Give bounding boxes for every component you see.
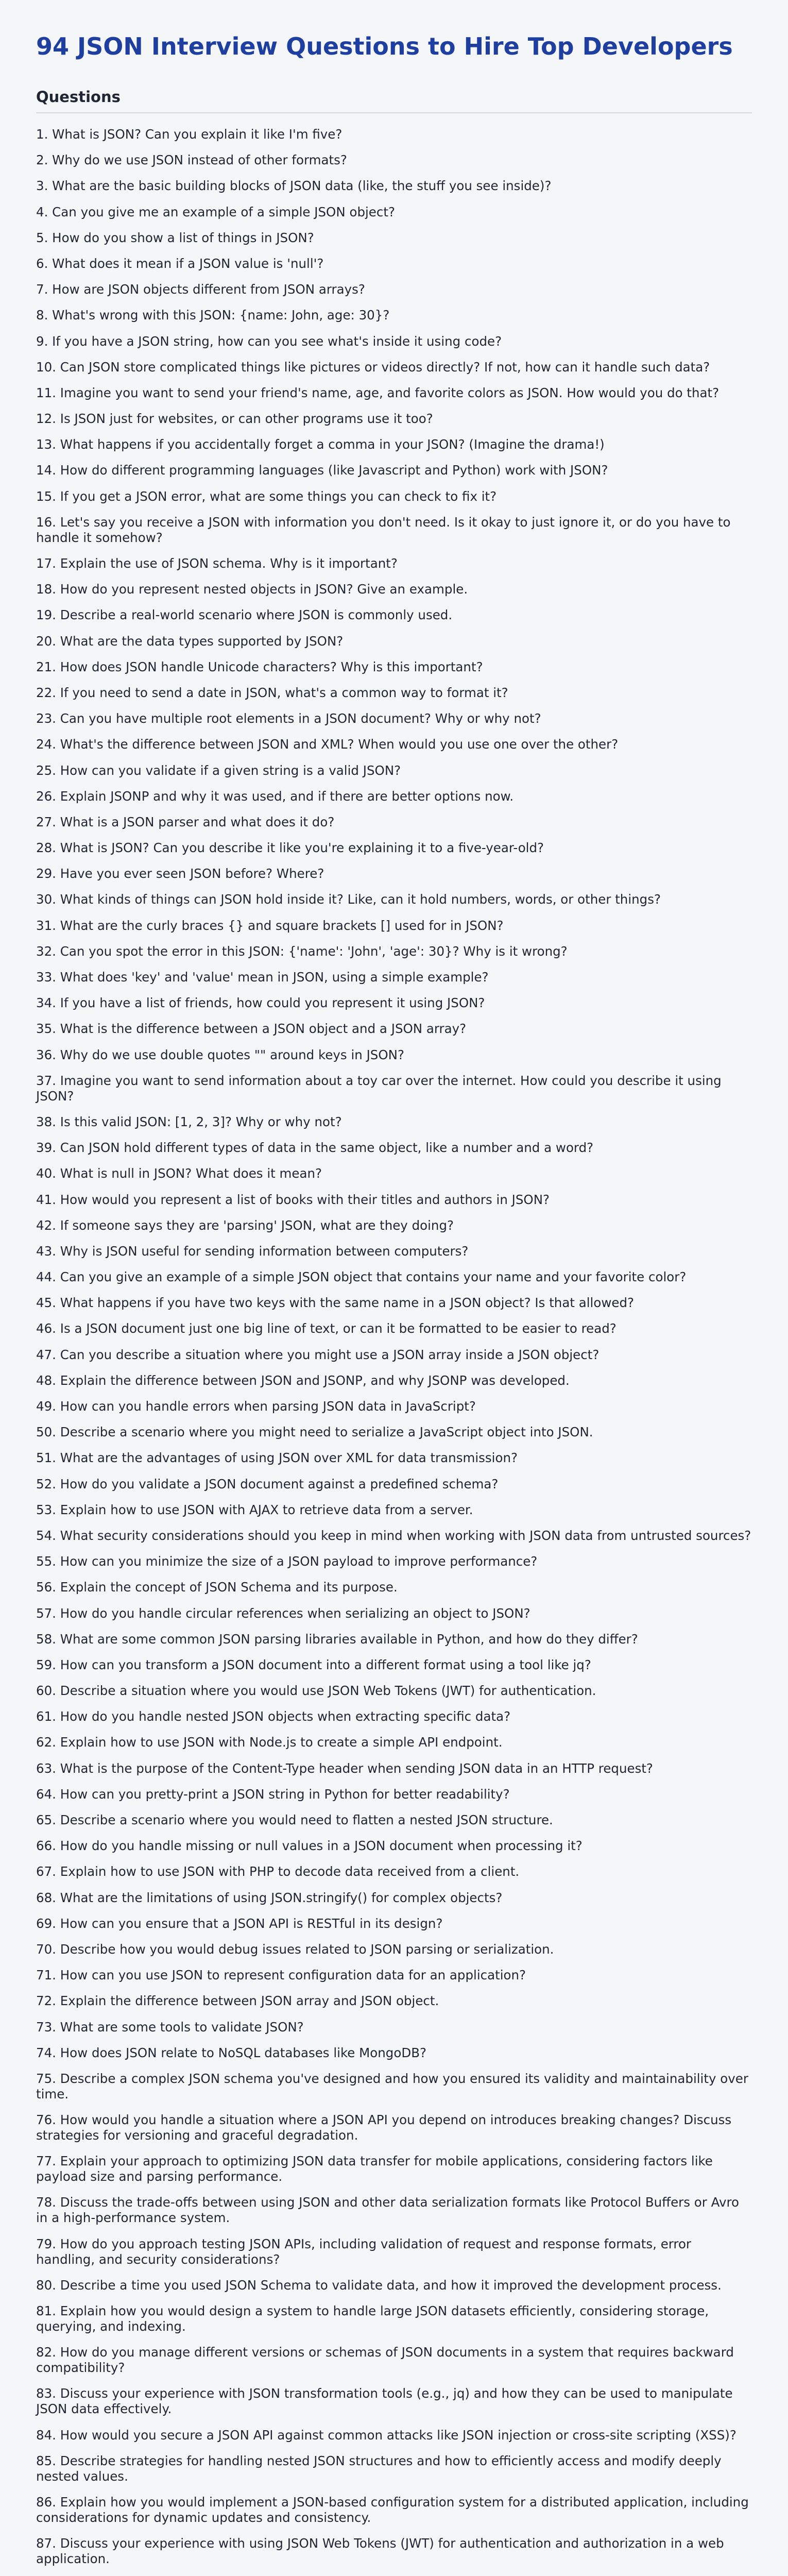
question-item: 69. How can you ensure that a JSON API is RESTful in its design? [36, 1916, 443, 1931]
question-item: 14. How do different programming languages (like Javascript and Python) work with JSON? [36, 463, 608, 478]
page-title: 94 JSON Interview Questions to Hire Top Developers [36, 32, 733, 60]
question-item: 21. How does JSON handle Unicode characters? Why is this important? [36, 659, 483, 674]
question-item: 33. What does 'key' and 'value' mean in JSON, using a simple example? [36, 970, 489, 985]
question-item: 63. What is the purpose of the Content-Type header when sending JSON data in an HTTP request? [36, 1760, 653, 1776]
question-item: 57. How do you handle circular references when serializing an object to JSON? [36, 1605, 530, 1621]
question-item: 42. If someone says they are 'parsing' JSON, what are they doing? [36, 1217, 454, 1233]
question-item: 8. What's wrong with this JSON: {name: John, age: 30}? [36, 308, 390, 323]
question-item: 48. Explain the difference between JSON and JSONP, and why JSONP was developed. [36, 1372, 570, 1388]
question-item: 40. What is null in JSON? What does it mean? [36, 1166, 322, 1181]
question-item: 79. How do you approach testing JSON APIs, including validation of request and response formats, error handling, and security considerations? [36, 2236, 692, 2267]
question-item: 13. What happens if you accidentally forget a comma in your JSON? (Imagine the drama!) [36, 437, 605, 452]
question-item: 36. Why do we use double quotes "" around keys in JSON? [36, 1047, 404, 1062]
question-item: 59. How can you transform a JSON document into a different format using a tool like jq? [36, 1657, 591, 1672]
question-item: 1. What is JSON? Can you explain it like I'm five? [36, 127, 342, 142]
question-item: 80. Describe a time you used JSON Schema to validate data, and how it improved the development process. [36, 2277, 722, 2293]
question-item: 41. How would you represent a list of books with their titles and authors in JSON? [36, 1192, 550, 1207]
question-item: 55. How can you minimize the size of a JSON payload to improve performance? [36, 1554, 538, 1569]
question-item: 71. How can you use JSON to represent configuration data for an application? [36, 1968, 526, 1983]
question-item: 18. How do you represent nested objects in JSON? Give an example. [36, 582, 468, 597]
question-item: 61. How do you handle nested JSON objects when extracting specific data? [36, 1709, 511, 1724]
question-item: 73. What are some tools to validate JSON? [36, 2019, 304, 2035]
question-item: 66. How do you handle missing or null values in a JSON document when processing it? [36, 1838, 583, 1854]
question-item: 54. What security considerations should you keep in mind when working with JSON data from untrusted sources? [36, 1528, 751, 1543]
question-item: 53. Explain how to use JSON with AJAX to retrieve data from a server. [36, 1502, 473, 1517]
question-item: 83. Discuss your experience with JSON transformation tools (e.g., jq) and how they can be used to manipulate JSON data effectively. [36, 2386, 733, 2417]
question-item: 51. What are the advantages of using JSON over XML for data transmission? [36, 1450, 518, 1466]
question-item: 49. How can you handle errors when parsing JSON data in JavaScript? [36, 1399, 476, 1414]
question-item: 84. How would you secure a JSON API against common attacks like JSON injection or cross-site scripting (XSS)? [36, 2427, 736, 2443]
question-item: 10. Can JSON store complicated things like pictures or videos directly? If not, how can it handle such data? [36, 359, 710, 375]
question-item: 77. Explain your approach to optimizing JSON data transfer for mobile applications, considering factors like payload size and parsing performance. [36, 2154, 713, 2184]
question-item: 26. Explain JSONP and why it was used, and if there are better options now. [36, 788, 514, 804]
question-item: 32. Can you spot the error in this JSON: {'name': 'John', 'age': 30}? Why is it wrong? [36, 943, 568, 959]
question-item: 3. What are the basic building blocks of JSON data (like, the stuff you see inside)? [36, 178, 552, 194]
question-item: 85. Describe strategies for handling nested JSON structures and how to efficiently access and modify deeply nested values. [36, 2453, 722, 2484]
question-item: 12. Is JSON just for websites, or can other programs use it too? [36, 411, 433, 427]
question-item: 44. Can you give an example of a simple JSON object that contains your name and your favorite color? [36, 1269, 687, 1285]
question-item: 29. Have you ever seen JSON before? Where? [36, 866, 324, 882]
question-item: 65. Describe a scenario where you would need to flatten a nested JSON structure. [36, 1812, 553, 1827]
question-item: 6. What does it mean if a JSON value is 'null'? [36, 256, 324, 271]
section-divider [36, 112, 752, 113]
question-item: 2. Why do we use JSON instead of other formats? [36, 152, 347, 168]
question-item: 16. Let's say you receive a JSON with information you don't need. Is it okay to just ignore it, or do you have to handle it somehow? [36, 514, 731, 545]
question-item: 50. Describe a scenario where you might need to serialize a JavaScript object into JSON. [36, 1425, 593, 1440]
question-item: 28. What is JSON? Can you describe it like you're explaining it to a five-year-old? [36, 840, 544, 856]
question-item: 52. How do you validate a JSON document against a predefined schema? [36, 1476, 499, 1492]
question-item: 43. Why is JSON useful for sending information between computers? [36, 1243, 469, 1259]
question-item: 82. How do you manage different versions or schemas of JSON documents in a system that requires backward compatibility? [36, 2345, 734, 2376]
question-item: 30. What kinds of things can JSON hold inside it? Like, can it hold numbers, words, or other things? [36, 892, 661, 907]
question-item: 24. What's the difference between JSON and XML? When would you use one over the other? [36, 737, 619, 752]
question-item: 68. What are the limitations of using JSON.stringify() for complex objects? [36, 1890, 503, 1905]
question-item: 7. How are JSON objects different from JSON arrays? [36, 282, 365, 297]
question-item: 67. Explain how to use JSON with PHP to decode data received from a client. [36, 1864, 520, 1879]
question-item: 62. Explain how to use JSON with Node.js to create a simple API endpoint. [36, 1735, 503, 1750]
question-item: 34. If you have a list of friends, how could you represent it using JSON? [36, 995, 485, 1011]
question-item: 20. What are the data types supported by JSON? [36, 633, 344, 649]
question-item: 31. What are the curly braces {} and square brackets [] used for in JSON? [36, 918, 504, 933]
question-item: 39. Can JSON hold different types of data in the same object, like a number and a word? [36, 1140, 594, 1156]
question-item: 58. What are some common JSON parsing libraries available in Python, and how do they differ? [36, 1631, 638, 1647]
question-item: 17. Explain the use of JSON schema. Why is it important? [36, 556, 398, 571]
question-item: 78. Discuss the trade-offs between using JSON and other data serialization formats like Protocol Buffers or Avro in a high-performance system. [36, 2195, 739, 2226]
question-item: 45. What happens if you have two keys with the same name in a JSON object? Is that allowed? [36, 1295, 635, 1311]
question-item: 22. If you need to send a date in JSON, what's a common way to format it? [36, 685, 508, 700]
question-item: 11. Imagine you want to send your friend's name, age, and favorite colors as JSON. How would you do that? [36, 385, 720, 400]
question-item: 75. Describe a complex JSON schema you've designed and how you ensured its validity and maintainability over time. [36, 2071, 748, 2102]
question-item: 35. What is the difference between a JSON object and a JSON array? [36, 1021, 467, 1037]
question-item: 9. If you have a JSON string, how can you see what's inside it using code? [36, 333, 502, 349]
question-item: 46. Is a JSON document just one big line of text, or can it be formatted to be easier to read? [36, 1321, 616, 1336]
question-item: 72. Explain the difference between JSON array and JSON object. [36, 1993, 439, 2009]
question-item: 47. Can you describe a situation where you might use a JSON array inside a JSON object? [36, 1347, 599, 1362]
question-item: 27. What is a JSON parser and what does it do? [36, 814, 335, 829]
question-item: 25. How can you validate if a given string is a valid JSON? [36, 762, 401, 778]
question-item: 64. How can you pretty-print a JSON string in Python for better readability? [36, 1786, 510, 1802]
question-item: 74. How does JSON relate to NoSQL databases like MongoDB? [36, 2045, 427, 2060]
question-item: 5. How do you show a list of things in JSON? [36, 230, 314, 245]
questions-list [36, 127, 752, 2576]
question-item: 38. Is this valid JSON: [1, 2, 3]? Why or why not? [36, 1114, 342, 1129]
question-item: 56. Explain the concept of JSON Schema and its purpose. [36, 1580, 398, 1595]
question-item: 19. Describe a real-world scenario where JSON is commonly used. [36, 607, 453, 623]
question-item: 86. Explain how you would implement a JSON-based configuration system for a distributed application, including considerations for dynamic updates and consistency. [36, 2494, 749, 2525]
question-item: 60. Describe a situation where you would use JSON Web Tokens (JWT) for authentication. [36, 1683, 596, 1699]
question-item: 70. Describe how you would debug issues related to JSON parsing or serialization. [36, 1941, 554, 1957]
question-item: 37. Imagine you want to send information about a toy car over the internet. How could you describe it using JSON? [36, 1073, 722, 1104]
question-item: 76. How would you handle a situation where a JSON API you depend on introduces breaking changes? Discuss strategies for versioning and graceful degradation. [36, 2112, 732, 2143]
question-item: 4. Can you give me an example of a simple JSON object? [36, 204, 395, 219]
question-item: 15. If you get a JSON error, what are some things you can check to fix it? [36, 488, 497, 504]
question-item: 81. Explain how you would design a system to handle large JSON datasets efficiently, considering storage, querying, and indexing. [36, 2303, 709, 2334]
section-heading: Questions [36, 88, 121, 106]
question-item: 87. Discuss your experience with using JSON Web Tokens (JWT) for authentication and authorization in a web application. [36, 2536, 724, 2567]
question-item: 23. Can you have multiple root elements in a JSON document? Why or why not? [36, 711, 541, 726]
